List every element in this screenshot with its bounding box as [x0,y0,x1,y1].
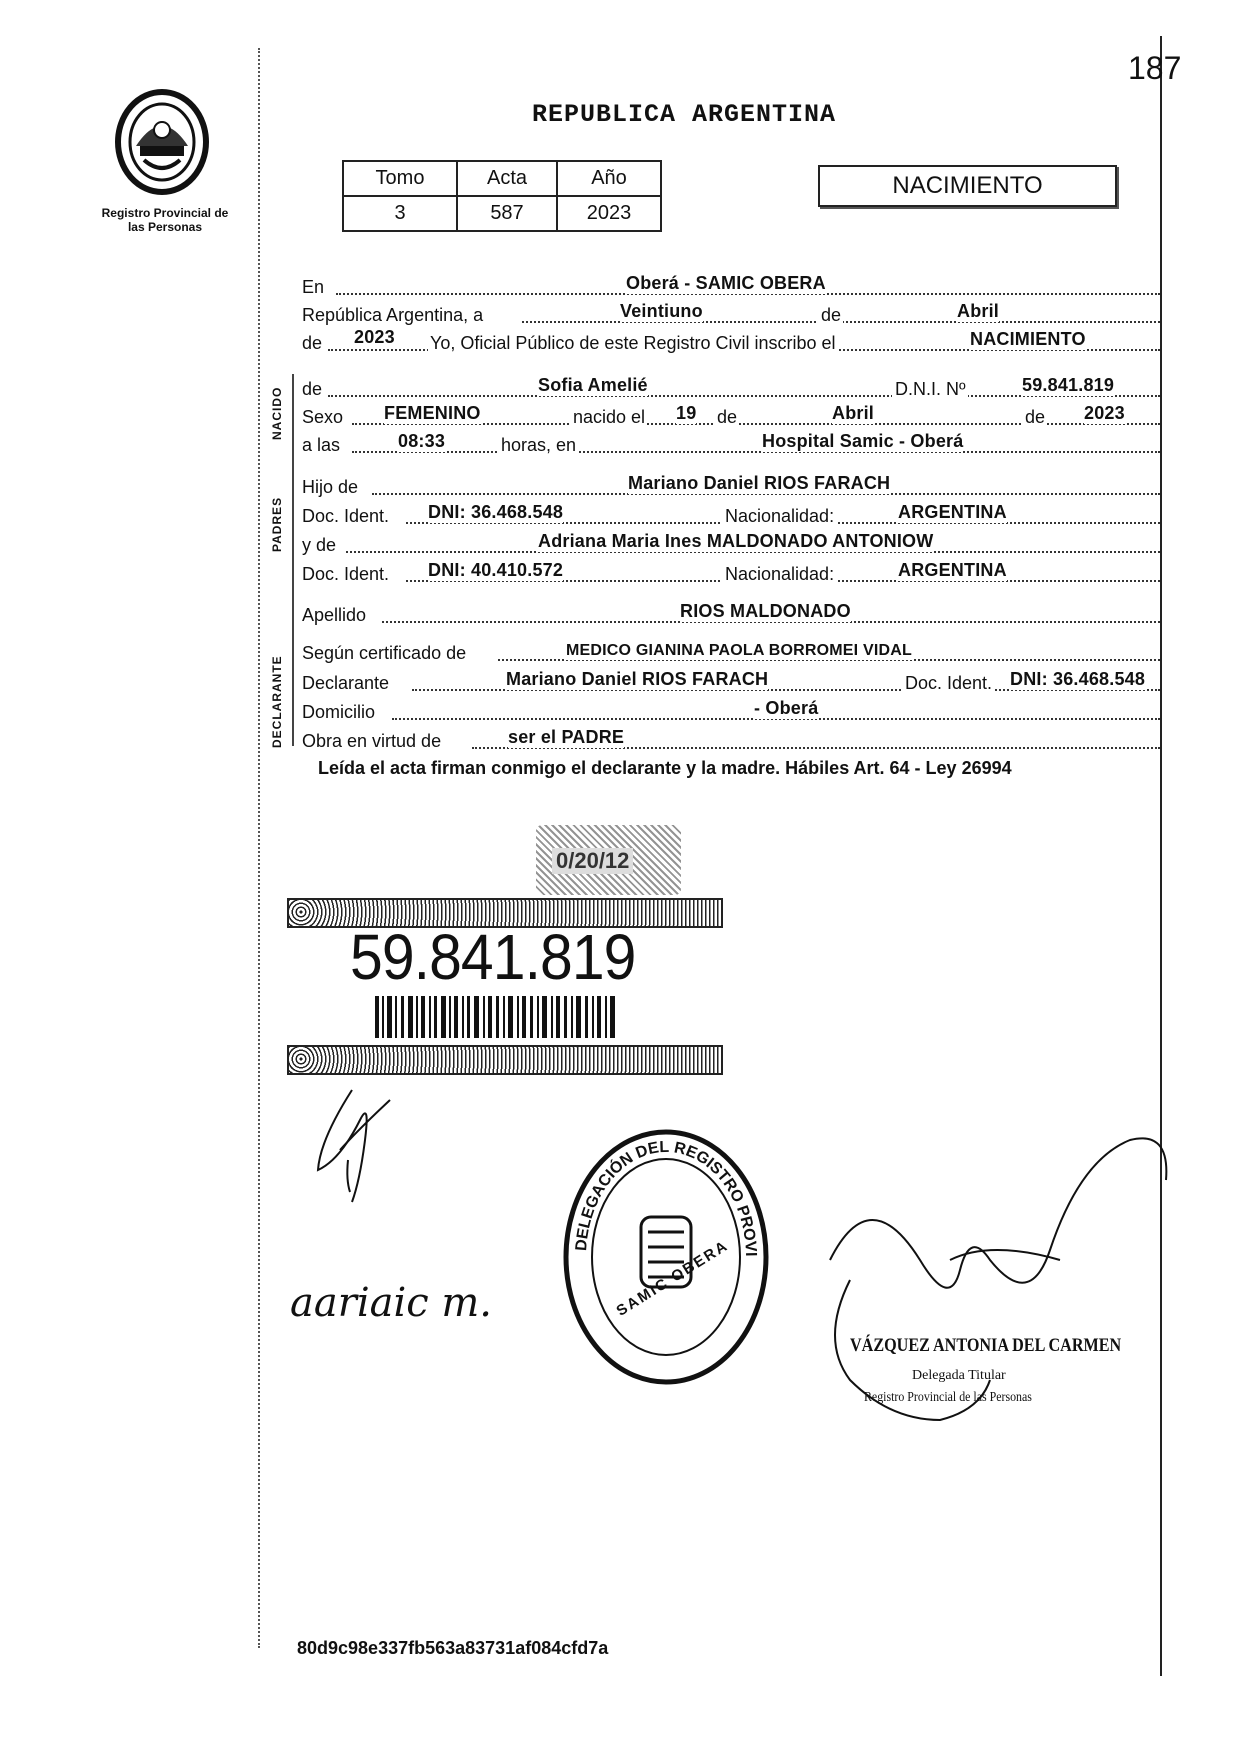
lugar-value: Hospital Samic - Oberá [762,431,964,451]
madre-doc-value: DNI: 40.410.572 [428,560,564,580]
anio-header: Año [557,161,661,196]
mes-value: Abril [957,301,1000,321]
record-type-box: NACIMIENTO [818,165,1117,207]
declarante-doc-label: Doc. Ident. [902,673,994,694]
certificado-value: MEDICO GIANINA PAOLA BORROMEI VIDAL [566,642,912,659]
acta-reference-table [342,160,662,232]
row-hora [302,432,1160,456]
yde-label: y de [302,535,337,555]
row-padre-doc [302,503,1160,527]
row-madre [302,532,1160,556]
hora-label: a las [302,435,341,455]
guilloche-band-bottom [287,1045,723,1075]
madre-signature: aariaic m. [290,1280,493,1326]
obra-value: ser el PADRE [508,727,625,747]
page-title: REPUBLICA ARGENTINA [532,100,837,129]
madre-nac-value: ARGENTINA [898,560,1007,580]
page-number: 187 [1128,50,1182,86]
closing-statement: Leída el acta firman conmigo el declarante y la madre. Hábiles Art. 64 - Ley 26994 [318,758,1012,778]
horas-label: horas, en [498,435,578,456]
declarante-value: Mariano Daniel RIOS FARACH [506,669,769,689]
official-stamp-name: VÁZQUEZ ANTONIA DEL CARMEN [850,1335,1122,1356]
nombre-value: Sofia Amelié [538,375,648,395]
madre-nac-label: Nacionalidad: [722,564,836,585]
anio-value: 2023 [557,196,661,231]
row-madre-doc [302,561,1160,585]
row-domicilio [302,699,1160,723]
anio-prefix: de [302,333,323,353]
official-signature [810,1120,1180,1435]
oficial-text: Yo, Oficial Público de este Registro Civil inscribo el [430,333,836,353]
dni-sticker-number: 59.841.819 [350,921,636,993]
row-declarante [302,670,1160,694]
padre-doc-value: DNI: 36.468.548 [428,502,564,522]
republica-label: República Argentina, a [302,305,484,325]
padre-doc-label: Doc. Ident. [302,506,390,526]
left-margin-line [258,48,260,1648]
svg-text:DELEGACIÓN DEL REGISTRO PROVIN [556,1122,759,1257]
sticker-serial: 0/20/12 [552,848,633,874]
certificado-label: Según certificado de [302,643,467,663]
row-obra [302,728,1160,752]
row-sexo [302,404,1160,428]
nac-dia: 19 [676,403,697,423]
document-hash: 80d9c98e337fb563a83731af084cfd7a [297,1638,609,1658]
madre-value: Adriana Maria Ines MALDONADO ANTONIOW [538,531,934,551]
tomo-header: Tomo [343,161,457,196]
obra-label: Obra en virtud de [302,731,442,751]
seal-bottom-text: SAMIC OBERA [613,1237,732,1320]
section-divider-line [292,374,294,746]
nac-mes: Abril [832,403,875,423]
tomo-value: 3 [343,196,457,231]
de-label: de [818,305,843,326]
apellido-value: RIOS MALDONADO [680,601,851,621]
en-label: En [302,277,325,297]
official-stamp-role: Delegada Titular [912,1368,1006,1383]
dni-barcode [375,996,615,1038]
row-certificado [302,640,1160,664]
row-fecha [302,302,1160,326]
padre-nac-value: ARGENTINA [898,502,1007,522]
nac-de1: de [714,407,739,428]
row-nombre [302,376,1160,400]
declarante-label: Declarante [302,673,390,693]
domicilio-value: - Oberá [754,698,819,718]
nombre-label: de [302,379,323,399]
sexo-label: Sexo [302,407,344,427]
en-value: Oberá - SAMIC OBERA [626,273,826,293]
official-stamp-office: Registro Provincial de las Personas [864,1390,1032,1405]
dni-label: D.N.I. Nº [892,379,968,400]
dia-value: Veintiuno [620,301,703,321]
madre-doc-label: Doc. Ident. [302,564,390,584]
row-apellido [302,602,1160,626]
domicilio-label: Domicilio [302,702,376,722]
registry-oval-seal [556,1122,776,1397]
acta-header: Acta [457,161,557,196]
padre-nac-label: Nacionalidad: [722,506,836,527]
section-label-declarante: DECLARANTE [270,655,284,748]
nacido-label: nacido el [570,407,647,428]
nac-anio: 2023 [1084,403,1125,423]
row-anio [302,327,1160,354]
anio-value: 2023 [354,327,395,347]
row-en [302,274,1160,298]
provincial-seal-logo [100,86,224,198]
logo-caption: Registro Provincial de las Personas [101,206,229,234]
hijo-label: Hijo de [302,477,359,497]
sexo-value: FEMENINO [384,403,481,423]
section-label-nacido: NACIDO [270,386,284,440]
hora-value: 08:33 [398,431,446,451]
apellido-label: Apellido [302,605,367,625]
section-label-padres: PADRES [270,496,284,552]
declarante-doc-value: DNI: 36.468.548 [1010,669,1146,689]
nac-de2: de [1022,407,1047,428]
acta-value: 587 [457,196,557,231]
seal-text: DELEGACIÓN DEL REGISTRO PROVI [573,1138,760,1257]
padre-value: Mariano Daniel RIOS FARACH [628,473,891,493]
tipo-value: NACIMIENTO [970,329,1086,349]
declarante-signature [300,1080,410,1215]
dni-value: 59.841.819 [1022,375,1115,395]
row-padre [302,474,1160,498]
